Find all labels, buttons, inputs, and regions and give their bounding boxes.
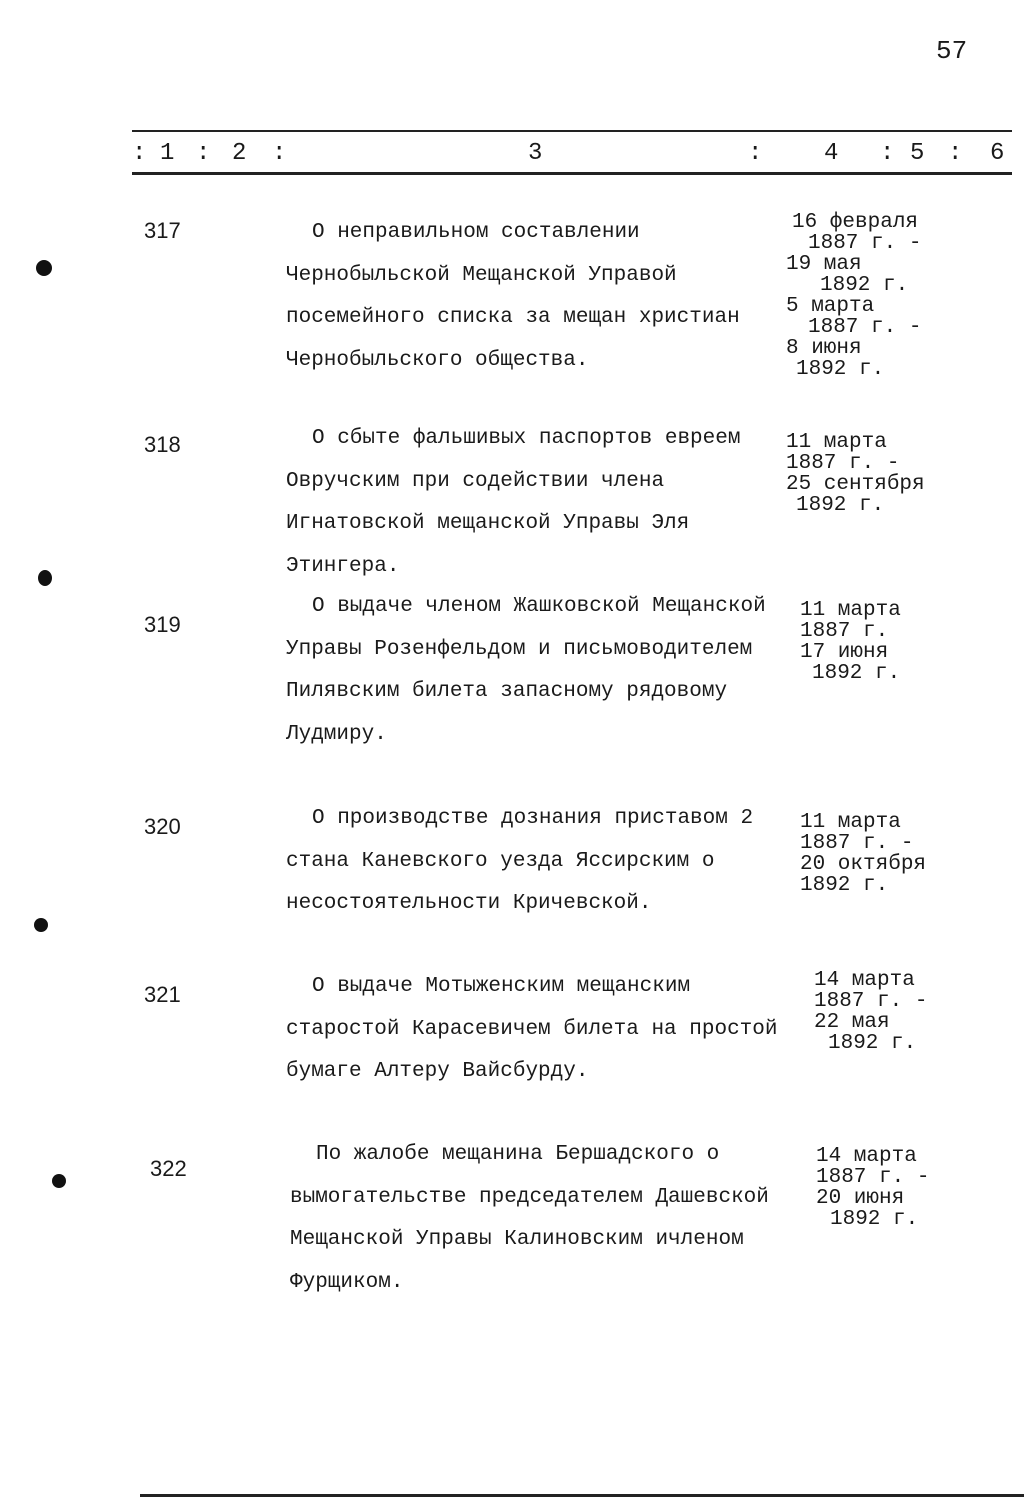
column-1-label: 1 — [160, 140, 175, 167]
column-2-label: 2 — [232, 140, 247, 167]
date-line: 22 мая — [814, 1011, 890, 1034]
binding-hole-mark — [52, 1174, 66, 1188]
date-line: 1887 г. - — [808, 232, 922, 255]
page-number: 57 — [936, 36, 968, 66]
date-line: 1892 г. — [796, 358, 885, 381]
entry-dates — [786, 212, 956, 380]
date-line: 8 июня — [786, 337, 862, 360]
entry-dates — [786, 432, 956, 516]
column-header — [0, 140, 1024, 170]
entry-dates — [800, 600, 970, 684]
column-separator: : — [196, 140, 211, 167]
date-line: 1892 г. — [828, 1032, 917, 1055]
date-line: 20 июня — [816, 1187, 905, 1210]
date-line: 25 сентября — [786, 473, 925, 496]
date-line: 1892 г. — [812, 662, 901, 685]
entry-dates — [816, 1146, 986, 1230]
column-separator: : — [132, 140, 147, 167]
binding-hole-mark — [34, 918, 48, 932]
binding-hole-mark — [36, 260, 52, 276]
entry-title: О неправильном составлении Чернобыльской Мещанской Управой посемейного списка за мещан христиан Чернобыльского общества. — [286, 221, 740, 372]
entry-title: О выдаче членом Жашковской Мещанской Управы Розенфельдом и письмоводителем Пилявским билета запасному рядовому Лудмиру. — [286, 595, 766, 746]
entry-dates — [814, 970, 984, 1054]
date-line: 1887 г. - — [816, 1166, 930, 1189]
entry-title: О выдаче Мотыженским мещанским старостой Карасевичем билета на простой бумаге Алтеру Вайсбурду. — [286, 975, 778, 1083]
date-line: 5 марта — [786, 295, 875, 318]
date-line: 19 мая — [786, 253, 862, 276]
date-line: 11 марта — [786, 431, 887, 454]
column-separator: : — [272, 140, 287, 167]
column-separator: : — [748, 140, 763, 167]
date-line: 1887 г. - — [786, 452, 900, 475]
column-3-label: 3 — [528, 140, 543, 167]
date-line: 1892 г. — [796, 494, 885, 517]
date-line: 1892 г. — [820, 274, 909, 297]
date-line: 1887 г. - — [814, 990, 928, 1013]
date-line: 1887 г. — [800, 620, 889, 643]
column-6-label: 6 — [990, 140, 1005, 167]
column-5-label: 5 — [910, 140, 925, 167]
date-line: 20 октября — [800, 853, 927, 876]
header-rule-top — [132, 130, 1012, 132]
entry-number: 321 — [144, 982, 181, 1007]
date-line: 1892 г. — [800, 874, 889, 897]
page-bottom-rule — [140, 1494, 1024, 1497]
date-line: 16 февраля — [792, 211, 919, 234]
date-line: 14 марта — [816, 1145, 917, 1168]
header-rule-bottom — [132, 172, 1012, 175]
column-4-label: 4 — [824, 140, 839, 167]
entry-number: 322 — [150, 1156, 187, 1181]
date-line: 1887 г. - — [808, 316, 922, 339]
date-line: 11 марта — [800, 599, 901, 622]
entry-number: 318 — [144, 432, 181, 457]
date-line: 1887 г. - — [800, 832, 914, 855]
entry-title: О производстве дознания приставом 2 стана Каневского уезда Яссирским о несостоятельности Кричевской. — [286, 807, 754, 915]
column-separator: : — [880, 140, 895, 167]
entry-title: По жалобе мещанина Бершадского о вымогательстве председателем Дашевской Мещанской Управы Калиновским ичленом Фурщиком. — [290, 1143, 769, 1294]
column-separator: : — [948, 140, 963, 167]
entry-dates — [800, 812, 970, 896]
date-line: 11 марта — [800, 811, 901, 834]
date-line: 14 марта — [814, 969, 915, 992]
entry-number: 317 — [144, 218, 181, 243]
date-line: 17 июня — [800, 641, 889, 664]
entry-number: 319 — [144, 612, 181, 637]
binding-hole-mark — [38, 570, 52, 586]
entry-number: 320 — [144, 814, 181, 839]
date-line: 1892 г. — [830, 1208, 919, 1231]
entry-title: О сбыте фальшивых паспортов евреем Овручским при содействии члена Игнатовской мещанской Управы Эля Этингера. — [286, 427, 741, 578]
